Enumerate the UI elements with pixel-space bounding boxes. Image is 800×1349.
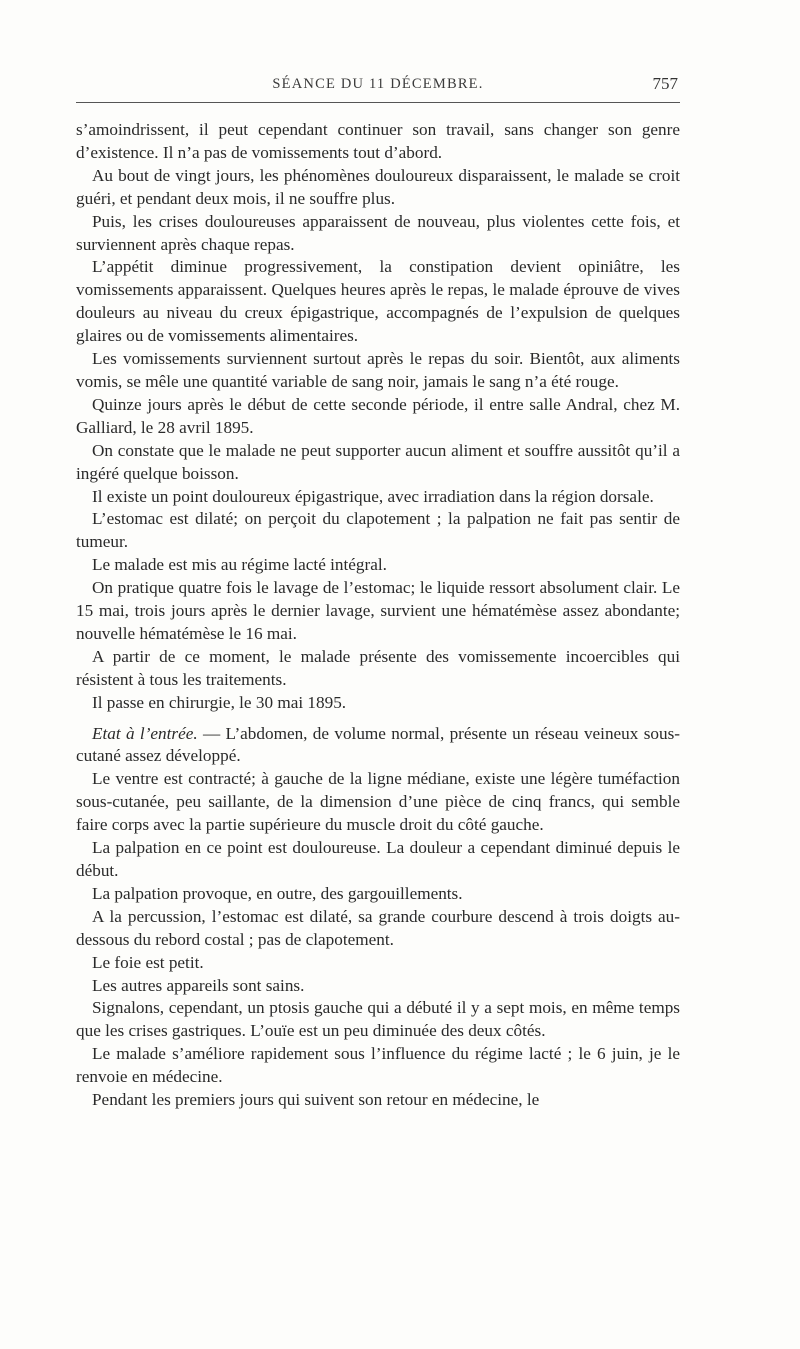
body-text [76, 119, 680, 1112]
section-run-in-heading: Etat à l’entrée. [92, 723, 198, 743]
paragraph: Le malade est mis au régime lacté intégral. [92, 555, 387, 575]
page-number: 757 [652, 74, 678, 93]
paragraph: A partir de ce moment, le malade présente des vomissemente incoercibles qui résistent à tous les traitements. [76, 646, 680, 689]
paragraph: Au bout de vingt jours, les phénomènes douloureux disparaissent, le malade se croit guéri, et pendant deux mois, il ne souffre plus. [76, 165, 680, 208]
paragraph: Les vomissements surviennent surtout après le repas du soir. Bientôt, aux aliments vomis, se mêle une quantité variable de sang noir, jamais le sang n’a été rouge. [76, 349, 680, 391]
paragraph: Le ventre est contracté; à gauche de la ligne médiane, existe une légère tuméfaction sous-cutanée, peu saillante, de la dimension d’une pièce de cinq francs, qui semble faire corps avec la partie supérieure du muscle droit du côté gauche. [76, 769, 680, 835]
paragraph: Pendant les premiers jours qui suivent son retour en médecine, le [92, 1090, 540, 1110]
running-title: SÉANCE DU 11 DÉCEMBRE. [272, 76, 484, 92]
paragraph: Les autres appareils sont sains. [92, 975, 305, 995]
paragraph: La palpation en ce point est douloureuse. La douleur a cependant diminué depuis le début. [76, 838, 680, 880]
paragraph: Il passe en chirurgie, le 30 mai 1895. [92, 692, 347, 712]
paragraph: Signalons, cependant, un ptosis gauche qui a débuté il y a sept mois, en même temps que les crises gastriques. L’ouïe est un peu diminuée des deux côtés. [76, 998, 680, 1041]
header-rule [76, 102, 680, 103]
paragraph: On pratique quatre fois le lavage de l’estomac; le liquide ressort absolument clair. Le 15 mai, trois jours après le dernier lavage, survient une hématémèse assez abondante; nouvelle hématémèse le 16 mai. [76, 578, 680, 643]
paragraph: La palpation provoque, en outre, des gargouillements. [92, 883, 463, 903]
paragraph: s’amoindrissent, il peut cependant continuer son travail, sans changer son genre d’existence. Il n’a pas de vomissements tout d’abord. [76, 120, 680, 162]
section-first-paragraph-text: — L’abdomen, de volume normal, présente un réseau veineux sous-cutané assez développé. [76, 723, 680, 766]
paragraph: On constate que le malade ne peut supporter aucun aliment et souffre aussitôt qu’il a ingéré quelque boisson. [76, 440, 680, 483]
paragraph: Le foie est petit. [92, 952, 204, 972]
paragraph: A la percussion, l’estomac est dilaté, sa grande courbure descend à trois doigts au-dessous du rebord costal ; pas de clapotement. [76, 906, 680, 949]
paragraph: Puis, les crises douloureuses apparaissent de nouveau, plus violentes cette fois, et surviennent après chaque repas. [76, 211, 680, 254]
running-header [76, 70, 680, 100]
paragraph: Le malade s’améliore rapidement sous l’influence du régime lacté ; le 6 juin, je le renvoie en médecine. [76, 1044, 680, 1087]
paragraph: L’estomac est dilaté; on perçoit du clapotement ; la palpation ne fait pas sentir de tumeur. [76, 509, 680, 552]
document-page [76, 70, 680, 1112]
paragraph: Il existe un point douloureux épigastrique, avec irradiation dans la région dorsale. [92, 486, 654, 506]
paragraph: L’appétit diminue progressivement, la constipation devient opiniâtre, les vomissements apparaissent. Quelques heures après le repas, le malade éprouve de vives douleurs au niveau du creux épigastrique, accompagnés de l’expulsion de quelques glaires ou de vomissements alimentaires. [76, 257, 680, 346]
etat-section-heading-paragraph [76, 723, 680, 769]
paragraph: Quinze jours après le début de cette seconde période, il entre salle Andral, chez M. Galliard, le 28 avril 1895. [76, 394, 680, 437]
